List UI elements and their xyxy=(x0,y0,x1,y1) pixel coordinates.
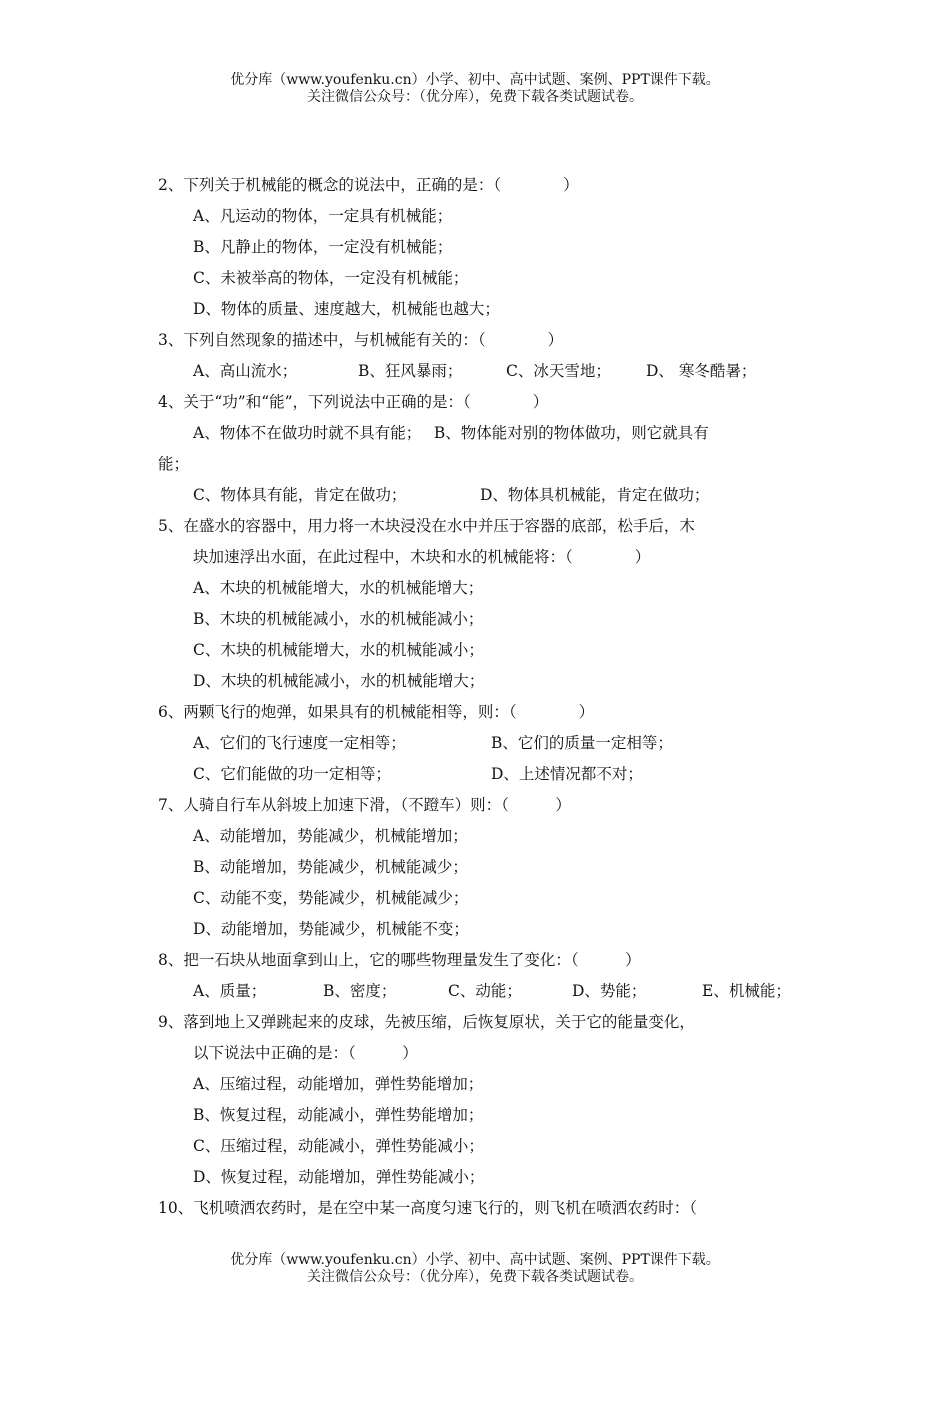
question-5-option-c: C、木块的机械能增大，水的机械能减小； xyxy=(193,641,484,659)
page-footer xyxy=(0,1252,950,1286)
question-5-option-d: D、木块的机械能减小，水的机械能增大； xyxy=(193,672,485,690)
question-2-option-b: B、凡静止的物体，一定没有机械能； xyxy=(193,238,453,256)
question-4-options-ab-continued: 能； xyxy=(158,455,190,473)
question-9-stem-line-2: 以下说法中正确的是：（ ） xyxy=(193,1044,418,1062)
question-8-options xyxy=(158,976,823,1007)
question-8-option-b: B、密度； xyxy=(323,982,397,1000)
question-2-stem: 2、下列关于机械能的概念的说法中，正确的是：（ ） xyxy=(158,176,579,194)
question-2-option-d: D、物体的质量、速度越大，机械能也越大； xyxy=(193,300,500,318)
question-8-option-e: E、机械能； xyxy=(702,982,791,1000)
question-9-option-c: C、压缩过程，动能减小，弹性势能减小； xyxy=(193,1137,484,1155)
question-4-option-d: D、物体具机械能，肯定在做功； xyxy=(480,486,710,504)
question-8-option-c: C、动能； xyxy=(448,982,522,1000)
footer-line-1: 优分库（www.youfenku.cn）小学、初中、高中试题、案例、PPT课件下载。 xyxy=(230,1252,720,1268)
question-5-stem-line-2: 块加速浮出水面，在此过程中，木块和水的机械能将：（ ） xyxy=(193,548,651,566)
question-3-option-a: A、高山流水； xyxy=(193,362,298,380)
question-5-option-a: A、木块的机械能增大，水的机械能增大； xyxy=(193,579,484,597)
question-6-options-ab xyxy=(158,728,823,759)
header-line-1: 优分库（www.youfenku.cn）小学、初中、高中试题、案例、PPT课件下载。 xyxy=(230,72,720,88)
question-3-stem: 3、下列自然现象的描述中，与机械能有关的：（ ） xyxy=(158,331,564,349)
question-4-stem: 4、关于“功”和“能”，下列说法中正确的是：（ ） xyxy=(158,393,549,411)
question-4-options-cd xyxy=(158,480,823,511)
question-8-stem: 8、把一石块从地面拿到山上，它的哪些物理量发生了变化：（ ） xyxy=(158,951,641,969)
question-7-stem: 7、人骑自行车从斜坡上加速下滑，（不蹬车）则：（ ） xyxy=(158,796,571,814)
question-9-stem-line-1: 9、落到地上又弹跳起来的皮球，先被压缩，后恢复原状，关于它的能量变化， xyxy=(158,1013,695,1031)
question-2-option-a: A、凡运动的物体，一定具有机械能； xyxy=(193,207,453,225)
question-9-option-b: B、恢复过程，动能减小，弹性势能增加； xyxy=(193,1106,484,1124)
question-3-option-b: B、狂风暴雨； xyxy=(358,362,463,380)
question-8-option-a: A、质量； xyxy=(193,982,267,1000)
footer-line-2: 关注微信公众号：（优分库），免费下载各类试题试卷。 xyxy=(307,1269,643,1285)
question-6-option-c: C、它们能做的功一定相等； xyxy=(193,765,391,783)
question-7-option-d: D、动能增加，势能减少，机械能不变； xyxy=(193,920,469,938)
question-4-options-ab: A、物体不在做功时就不具有能； B、物体能对别的物体做功，则它就具有 xyxy=(193,424,709,442)
question-7-option-a: A、动能增加，势能减少，机械能增加； xyxy=(193,827,468,845)
question-9-option-a: A、压缩过程，动能增加，弹性势能增加； xyxy=(193,1075,484,1093)
question-3-option-c: C、冰天雪地； xyxy=(506,362,611,380)
question-5-stem-line-1: 5、在盛水的容器中，用力将一木块浸没在水中并压于容器的底部，松手后，木 xyxy=(158,517,695,535)
header-line-2: 关注微信公众号：（优分库），免费下载各类试题试卷。 xyxy=(307,89,643,105)
question-10-stem: 10、飞机喷洒农药时，是在空中某一高度匀速飞行的，则飞机在喷洒农药时：（ xyxy=(158,1199,697,1217)
question-6-options-cd xyxy=(158,759,823,790)
question-9-option-d: D、恢复过程，动能增加，弹性势能减小； xyxy=(193,1168,485,1186)
question-8-option-d: D、势能； xyxy=(572,982,647,1000)
question-7-option-b: B、动能增加，势能减少，机械能减少； xyxy=(193,858,468,876)
question-list xyxy=(158,170,823,1224)
question-6-option-d: D、上述情况都不对； xyxy=(491,765,643,783)
question-6-option-a: A、它们的飞行速度一定相等； xyxy=(193,734,406,752)
question-4-option-c: C、物体具有能，肯定在做功； xyxy=(193,486,407,504)
question-7-option-c: C、动能不变，势能减少，机械能减少； xyxy=(193,889,469,907)
question-6-stem: 6、两颗飞行的炮弹，如果具有的机械能相等，则：（ ） xyxy=(158,703,595,721)
question-5-option-b: B、木块的机械能减小，水的机械能减小； xyxy=(193,610,484,628)
page-header xyxy=(0,72,950,106)
question-3-options xyxy=(158,356,823,387)
question-3-option-d: D、 寒冬酷暑； xyxy=(646,362,757,380)
question-2-option-c: C、未被举高的物体，一定没有机械能； xyxy=(193,269,469,287)
question-6-option-b: B、它们的质量一定相等； xyxy=(491,734,673,752)
